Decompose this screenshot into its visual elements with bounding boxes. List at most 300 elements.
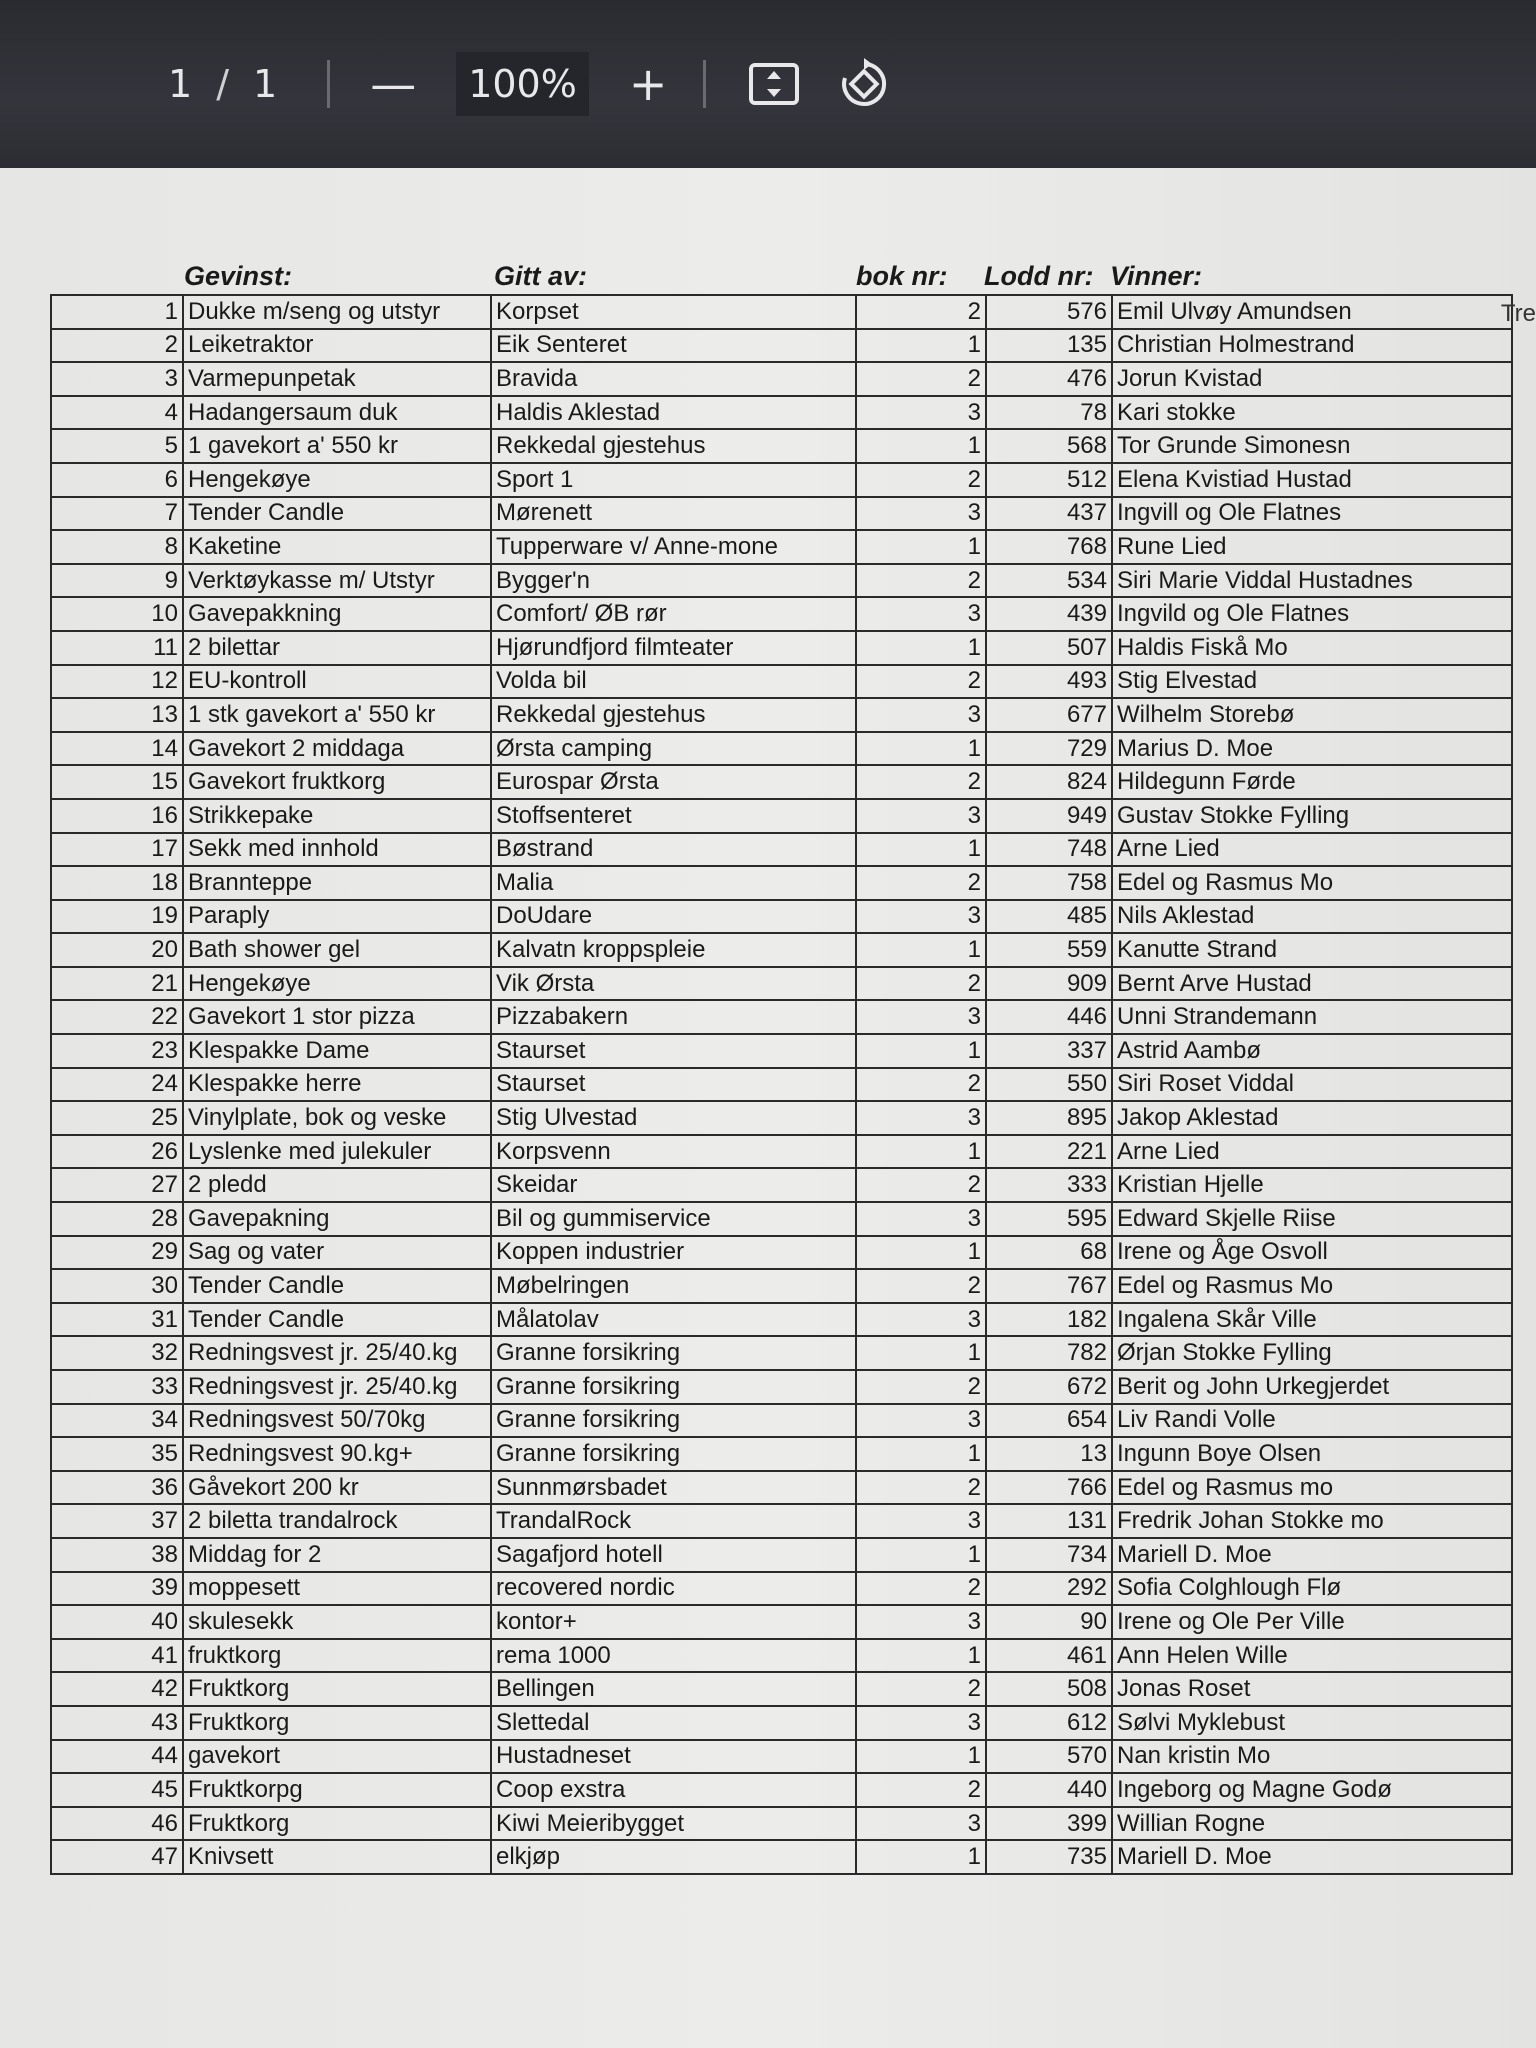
giver-cell: Pizzabakern (491, 1000, 856, 1034)
ticket-number-cell: 768 (986, 530, 1112, 564)
winner-cell: Ingvill og Ole Flatnes (1112, 497, 1512, 531)
prize-cell: Redningsvest 50/70kg (183, 1404, 491, 1438)
row-number: 10 (51, 597, 183, 631)
book-number-cell: 3 (856, 1504, 986, 1538)
ticket-number-cell: 672 (986, 1370, 1112, 1404)
row-number: 1 (51, 295, 183, 329)
prize-cell: Gavepakkning (183, 597, 491, 631)
prize-cell: Redningsvest 90.kg+ (183, 1437, 491, 1471)
winner-cell: Ingunn Boye Olsen (1112, 1437, 1512, 1471)
book-number-cell: 3 (856, 1807, 986, 1841)
winner-cell: Kari stokke (1112, 396, 1512, 430)
table-row (51, 1303, 1512, 1337)
row-number: 3 (51, 362, 183, 396)
row-number: 21 (51, 967, 183, 1001)
winner-cell: Kanutte Strand (1112, 933, 1512, 967)
prize-cell: Brannteppe (183, 866, 491, 900)
header-ticket: Lodd nr: (984, 261, 1094, 291)
prize-cell: Tender Candle (183, 497, 491, 531)
giver-cell: elkjøp (491, 1840, 856, 1874)
table-row (51, 362, 1512, 396)
ticket-number-cell: 90 (986, 1605, 1112, 1639)
table-row (51, 732, 1512, 766)
table-row (51, 429, 1512, 463)
row-number: 13 (51, 698, 183, 732)
book-number-cell: 3 (856, 799, 986, 833)
table-row (51, 295, 1512, 329)
prize-cell: Middag for 2 (183, 1538, 491, 1572)
row-number: 27 (51, 1168, 183, 1202)
row-number: 15 (51, 765, 183, 799)
table-row (51, 530, 1512, 564)
prize-cell: gavekort (183, 1740, 491, 1774)
winner-cell: Berit og John Urkegjerdet (1112, 1370, 1512, 1404)
fit-page-icon[interactable] (746, 56, 802, 112)
row-number: 24 (51, 1068, 183, 1102)
table-row (51, 1773, 1512, 1807)
header-winner: Vinner: (1110, 261, 1203, 291)
giver-cell: Granne forsikring (491, 1336, 856, 1370)
winner-cell: Edward Skjelle Riise (1112, 1202, 1512, 1236)
giver-cell: Korpset (491, 295, 856, 329)
book-number-cell: 3 (856, 1202, 986, 1236)
prize-cell: Tender Candle (183, 1269, 491, 1303)
prize-cell: Gavepakning (183, 1202, 491, 1236)
row-number: 43 (51, 1706, 183, 1740)
prize-cell: Redningsvest jr. 25/40.kg (183, 1336, 491, 1370)
giver-cell: DoUdare (491, 900, 856, 934)
row-number: 41 (51, 1639, 183, 1673)
prize-cell: Gavekort fruktkorg (183, 765, 491, 799)
giver-cell: Bil og gummiservice (491, 1202, 856, 1236)
table-row (51, 900, 1512, 934)
prize-cell: Paraply (183, 900, 491, 934)
winner-cell: Gustav Stokke Fylling (1112, 799, 1512, 833)
row-number: 25 (51, 1101, 183, 1135)
table-row (51, 1168, 1512, 1202)
zoom-out-button[interactable]: — (370, 57, 417, 111)
giver-cell: Ørsta camping (491, 732, 856, 766)
ticket-number-cell: 333 (986, 1168, 1112, 1202)
winner-cell: Arne Lied (1112, 1135, 1512, 1169)
book-number-cell: 1 (856, 329, 986, 363)
book-number-cell: 1 (856, 1236, 986, 1270)
giver-cell: Hustadneset (491, 1740, 856, 1774)
prize-cell: Kaketine (183, 530, 491, 564)
book-number-cell: 3 (856, 1706, 986, 1740)
table-row (51, 564, 1512, 598)
row-number: 31 (51, 1303, 183, 1337)
ticket-number-cell: 570 (986, 1740, 1112, 1774)
row-number: 32 (51, 1336, 183, 1370)
page-current[interactable]: 1 (168, 62, 195, 106)
row-number: 33 (51, 1370, 183, 1404)
winner-cell: Irene og Åge Osvoll (1112, 1236, 1512, 1270)
ticket-number-cell: 476 (986, 362, 1112, 396)
row-number: 26 (51, 1135, 183, 1169)
winner-cell: Tor Grunde Simonesn (1112, 429, 1512, 463)
winner-cell: Astrid Aambø (1112, 1034, 1512, 1068)
ticket-number-cell: 485 (986, 900, 1112, 934)
row-number: 4 (51, 396, 183, 430)
giver-cell: Sport 1 (491, 463, 856, 497)
book-number-cell: 3 (856, 900, 986, 934)
giver-cell: Sagafjord hotell (491, 1538, 856, 1572)
giver-cell: Staurset (491, 1034, 856, 1068)
table-row (51, 329, 1512, 363)
book-number-cell: 3 (856, 597, 986, 631)
prize-cell: Vinylplate, bok og veske (183, 1101, 491, 1135)
prize-cell: Fruktkorpg (183, 1773, 491, 1807)
prize-cell: Gåvekort 200 kr (183, 1471, 491, 1505)
row-number: 47 (51, 1840, 183, 1874)
ticket-number-cell: 758 (986, 866, 1112, 900)
ticket-number-cell: 13 (986, 1437, 1112, 1471)
giver-cell: Granne forsikring (491, 1404, 856, 1438)
prize-cell: Tender Candle (183, 1303, 491, 1337)
giver-cell: Coop exstra (491, 1773, 856, 1807)
winner-cell: Edel og Rasmus Mo (1112, 866, 1512, 900)
pdf-toolbar (0, 0, 1536, 168)
row-number: 18 (51, 866, 183, 900)
row-number: 44 (51, 1740, 183, 1774)
winner-cell: Sølvi Myklebust (1112, 1706, 1512, 1740)
prize-cell: Hengekøye (183, 967, 491, 1001)
winner-cell: Ingalena Skår Ville (1112, 1303, 1512, 1337)
prize-cell: Sekk med innhold (183, 833, 491, 867)
winner-cell: Elena Kvistiad Hustad (1112, 463, 1512, 497)
table-row (51, 1034, 1512, 1068)
ticket-number-cell: 949 (986, 799, 1112, 833)
giver-cell: Staurset (491, 1068, 856, 1102)
winner-cell: Edel og Rasmus mo (1112, 1471, 1512, 1505)
table-row (51, 1706, 1512, 1740)
ticket-number-cell: 677 (986, 698, 1112, 732)
table-row (51, 967, 1512, 1001)
table-row (51, 1101, 1512, 1135)
row-number: 19 (51, 900, 183, 934)
winner-cell: Kristian Hjelle (1112, 1168, 1512, 1202)
table-row (51, 1572, 1512, 1606)
table-row (51, 765, 1512, 799)
book-number-cell: 3 (856, 497, 986, 531)
table-row (51, 1471, 1512, 1505)
ticket-number-cell: 221 (986, 1135, 1112, 1169)
prize-cell: 1 stk gavekort a' 550 kr (183, 698, 491, 732)
giver-cell: Rekkedal gjestehus (491, 429, 856, 463)
row-number: 36 (51, 1471, 183, 1505)
prize-cell: Fruktkorg (183, 1706, 491, 1740)
ticket-number-cell: 461 (986, 1639, 1112, 1673)
book-number-cell: 2 (856, 1773, 986, 1807)
prize-table (50, 294, 1513, 1875)
table-row (51, 1538, 1512, 1572)
ticket-number-cell: 735 (986, 1840, 1112, 1874)
prize-cell: fruktkorg (183, 1639, 491, 1673)
header-prize: Gevinst: (184, 261, 293, 291)
ticket-number-cell: 595 (986, 1202, 1112, 1236)
winner-cell: Fredrik Johan Stokke mo (1112, 1504, 1512, 1538)
giver-cell: Bravida (491, 362, 856, 396)
winner-cell: Irene og Ole Per Ville (1112, 1605, 1512, 1639)
row-number: 30 (51, 1269, 183, 1303)
winner-cell: Haldis Fiskå Mo (1112, 631, 1512, 665)
winner-cell: Mariell D. Moe (1112, 1840, 1512, 1874)
prize-cell: Knivsett (183, 1840, 491, 1874)
book-number-cell: 2 (856, 1068, 986, 1102)
giver-cell: Kiwi Meieribygget (491, 1807, 856, 1841)
table-row (51, 1236, 1512, 1270)
giver-cell: Stig Ulvestad (491, 1101, 856, 1135)
table-row (51, 665, 1512, 699)
ticket-number-cell: 895 (986, 1101, 1112, 1135)
winner-cell: Emil Ulvøy Amundsen (1112, 295, 1512, 329)
book-number-cell: 2 (856, 1168, 986, 1202)
winner-cell: Nils Aklestad (1112, 900, 1512, 934)
winner-cell: Christian Holmestrand (1112, 329, 1512, 363)
winner-cell: Marius D. Moe (1112, 732, 1512, 766)
row-number: 9 (51, 564, 183, 598)
book-number-cell: 1 (856, 631, 986, 665)
book-number-cell: 1 (856, 833, 986, 867)
page-separator: / (216, 62, 231, 106)
table-row (51, 1370, 1512, 1404)
giver-cell: Granne forsikring (491, 1437, 856, 1471)
row-number: 23 (51, 1034, 183, 1068)
book-number-cell: 3 (856, 396, 986, 430)
prize-cell: 1 gavekort a' 550 kr (183, 429, 491, 463)
prize-cell: Sag og vater (183, 1236, 491, 1270)
ticket-number-cell: 446 (986, 1000, 1112, 1034)
table-row (51, 1605, 1512, 1639)
prize-cell: moppesett (183, 1572, 491, 1606)
table-row (51, 1672, 1512, 1706)
ticket-number-cell: 399 (986, 1807, 1112, 1841)
giver-cell: Korpsvenn (491, 1135, 856, 1169)
table-row (51, 597, 1512, 631)
ticket-number-cell: 576 (986, 295, 1112, 329)
book-number-cell: 1 (856, 1135, 986, 1169)
row-number: 45 (51, 1773, 183, 1807)
spreadsheet-page (50, 256, 1500, 1875)
table-row (51, 396, 1512, 430)
table-row (51, 1437, 1512, 1471)
table-row (51, 1068, 1512, 1102)
ticket-number-cell: 766 (986, 1471, 1112, 1505)
winner-cell: Sofia Colghlough Flø (1112, 1572, 1512, 1606)
giver-cell: Sunnmørsbadet (491, 1471, 856, 1505)
prize-cell: Leiketraktor (183, 329, 491, 363)
ticket-number-cell: 568 (986, 429, 1112, 463)
table-row (51, 1000, 1512, 1034)
book-number-cell: 2 (856, 866, 986, 900)
toolbar-divider (703, 60, 706, 108)
prize-cell: Varmepunpetak (183, 362, 491, 396)
book-number-cell: 1 (856, 1840, 986, 1874)
giver-cell: Granne forsikring (491, 1370, 856, 1404)
prize-cell: Lyslenke med julekuler (183, 1135, 491, 1169)
document-viewport[interactable] (0, 168, 1536, 2048)
prize-cell: Dukke m/seng og utstyr (183, 295, 491, 329)
ticket-number-cell: 78 (986, 396, 1112, 430)
winner-cell: Ingvild og Ole Flatnes (1112, 597, 1512, 631)
giver-cell: Mørenett (491, 497, 856, 531)
row-number: 28 (51, 1202, 183, 1236)
prize-cell: EU-kontroll (183, 665, 491, 699)
table-row (51, 933, 1512, 967)
ticket-number-cell: 729 (986, 732, 1112, 766)
winner-cell: Bernt Arve Hustad (1112, 967, 1512, 1001)
winner-cell: Siri Marie Viddal Hustadnes (1112, 564, 1512, 598)
ticket-number-cell: 612 (986, 1706, 1112, 1740)
book-number-cell: 2 (856, 564, 986, 598)
book-number-cell: 2 (856, 967, 986, 1001)
winner-cell: Arne Lied (1112, 833, 1512, 867)
book-number-cell: 1 (856, 1639, 986, 1673)
prize-cell: 2 bilettar (183, 631, 491, 665)
prize-cell: Gavekort 1 stor pizza (183, 1000, 491, 1034)
giver-cell: Møbelringen (491, 1269, 856, 1303)
book-number-cell: 1 (856, 933, 986, 967)
ticket-number-cell: 439 (986, 597, 1112, 631)
prize-cell: skulesekk (183, 1605, 491, 1639)
ticket-number-cell: 440 (986, 1773, 1112, 1807)
row-number: 2 (51, 329, 183, 363)
ticket-number-cell: 534 (986, 564, 1112, 598)
giver-cell: Eik Senteret (491, 329, 856, 363)
winner-cell: Wilhelm Storebø (1112, 698, 1512, 732)
prize-cell: Klespakke herre (183, 1068, 491, 1102)
row-number: 6 (51, 463, 183, 497)
table-row (51, 1202, 1512, 1236)
table-row (51, 631, 1512, 665)
winner-cell: Rune Lied (1112, 530, 1512, 564)
book-number-cell: 3 (856, 1101, 986, 1135)
winner-cell: Willian Rogne (1112, 1807, 1512, 1841)
winner-cell: Jakop Aklestad (1112, 1101, 1512, 1135)
giver-cell: Målatolav (491, 1303, 856, 1337)
table-row (51, 799, 1512, 833)
giver-cell: kontor+ (491, 1605, 856, 1639)
giver-cell: Volda bil (491, 665, 856, 699)
giver-cell: Haldis Aklestad (491, 396, 856, 430)
book-number-cell: 2 (856, 765, 986, 799)
giver-cell: Bøstrand (491, 833, 856, 867)
table-row (51, 866, 1512, 900)
winner-cell: Ann Helen Wille (1112, 1639, 1512, 1673)
winner-cell: Liv Randi Volle (1112, 1404, 1512, 1438)
prize-cell: Strikkepake (183, 799, 491, 833)
giver-cell: recovered nordic (491, 1572, 856, 1606)
book-number-cell: 1 (856, 1437, 986, 1471)
giver-cell: Bygger'n (491, 564, 856, 598)
table-row (51, 497, 1512, 531)
row-number: 17 (51, 833, 183, 867)
rotate-icon[interactable] (836, 56, 892, 112)
table-row (51, 698, 1512, 732)
ticket-number-cell: 909 (986, 967, 1112, 1001)
giver-cell: rema 1000 (491, 1639, 856, 1673)
prize-cell: Redningsvest jr. 25/40.kg (183, 1370, 491, 1404)
ticket-number-cell: 512 (986, 463, 1112, 497)
row-number: 22 (51, 1000, 183, 1034)
winner-cell: Siri Roset Viddal (1112, 1068, 1512, 1102)
table-row (51, 1807, 1512, 1841)
table-header (50, 256, 1500, 294)
giver-cell: Skeidar (491, 1168, 856, 1202)
table-row (51, 1639, 1512, 1673)
winner-cell: Nan kristin Mo (1112, 1740, 1512, 1774)
book-number-cell: 1 (856, 1336, 986, 1370)
prize-cell: 2 pledd (183, 1168, 491, 1202)
winner-cell: Mariell D. Moe (1112, 1538, 1512, 1572)
toolbar-divider (327, 60, 330, 108)
winner-cell: Hildegunn Førde (1112, 765, 1512, 799)
prize-cell: Gavekort 2 middaga (183, 732, 491, 766)
table-row (51, 1336, 1512, 1370)
giver-cell: Koppen industrier (491, 1236, 856, 1270)
prize-cell: Hadangersaum duk (183, 396, 491, 430)
giver-cell: TrandalRock (491, 1504, 856, 1538)
book-number-cell: 2 (856, 1370, 986, 1404)
table-row (51, 1404, 1512, 1438)
book-number-cell: 3 (856, 1303, 986, 1337)
book-number-cell: 3 (856, 1605, 986, 1639)
winner-cell: Ørjan Stokke Fylling (1112, 1336, 1512, 1370)
ticket-number-cell: 748 (986, 833, 1112, 867)
book-number-cell: 3 (856, 1000, 986, 1034)
giver-cell: Eurospar Ørsta (491, 765, 856, 799)
ticket-number-cell: 734 (986, 1538, 1112, 1572)
table-row (51, 833, 1512, 867)
ticket-number-cell: 507 (986, 631, 1112, 665)
winner-cell: Unni Strandemann (1112, 1000, 1512, 1034)
ticket-number-cell: 337 (986, 1034, 1112, 1068)
ticket-number-cell: 493 (986, 665, 1112, 699)
book-number-cell: 1 (856, 1034, 986, 1068)
book-number-cell: 2 (856, 665, 986, 699)
winner-cell: Ingeborg og Magne Godø (1112, 1773, 1512, 1807)
row-number: 40 (51, 1605, 183, 1639)
prize-cell: Fruktkorg (183, 1807, 491, 1841)
zoom-level[interactable]: 100% (456, 52, 589, 116)
zoom-in-button[interactable]: + (628, 57, 668, 111)
giver-cell: Kalvatn kroppspleie (491, 933, 856, 967)
prize-cell: Klespakke Dame (183, 1034, 491, 1068)
book-number-cell: 3 (856, 698, 986, 732)
winner-cell: Stig Elvestad (1112, 665, 1512, 699)
ticket-number-cell: 135 (986, 329, 1112, 363)
ticket-number-cell: 824 (986, 765, 1112, 799)
ticket-number-cell: 292 (986, 1572, 1112, 1606)
giver-cell: Tupperware v/ Anne-mone (491, 530, 856, 564)
book-number-cell: 2 (856, 1672, 986, 1706)
book-number-cell: 1 (856, 732, 986, 766)
book-number-cell: 1 (856, 530, 986, 564)
row-number: 38 (51, 1538, 183, 1572)
winner-cell: Edel og Rasmus Mo (1112, 1269, 1512, 1303)
ticket-number-cell: 550 (986, 1068, 1112, 1102)
book-number-cell: 1 (856, 1740, 986, 1774)
page-total: 1 (253, 62, 280, 106)
row-number: 12 (51, 665, 183, 699)
ticket-number-cell: 437 (986, 497, 1112, 531)
row-number: 16 (51, 799, 183, 833)
book-number-cell: 1 (856, 1538, 986, 1572)
book-number-cell: 2 (856, 463, 986, 497)
row-number: 7 (51, 497, 183, 531)
row-number: 35 (51, 1437, 183, 1471)
